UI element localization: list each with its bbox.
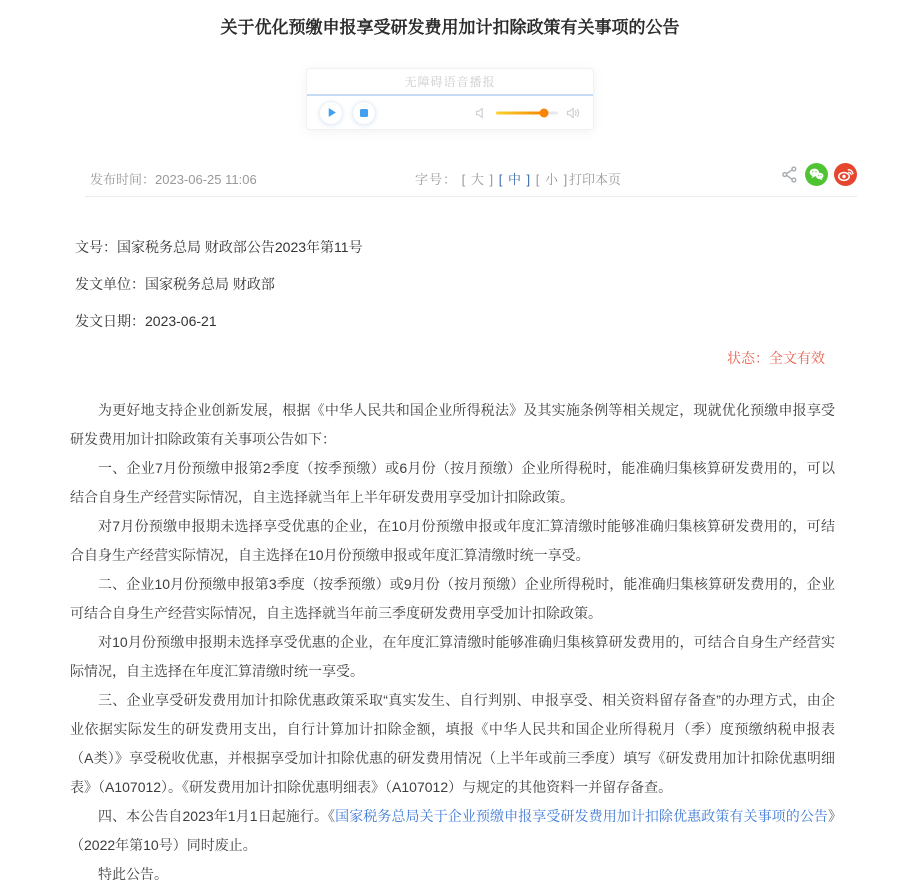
font-size-controls xyxy=(415,169,568,188)
play-button[interactable] xyxy=(319,101,343,125)
audio-player-title: 无障碍语音播报 xyxy=(404,75,496,89)
weibo-icon[interactable] xyxy=(834,163,857,186)
meta-bar xyxy=(85,163,857,197)
issue-date-line xyxy=(75,311,825,331)
volume-low-icon xyxy=(474,106,488,120)
paragraph-intro: 为更好地支持企业创新发展，根据《中华人民共和国企业所得税法》及其实施条例等相关规定，现就优化预缴申报享受研发费用加计扣除政策有关事项公告如下： xyxy=(70,402,835,447)
issuer-label: 发文单位： xyxy=(75,276,145,292)
stop-button[interactable] xyxy=(352,101,376,125)
status-label: 状态： xyxy=(727,350,769,366)
announcement-body xyxy=(70,396,835,889)
audio-player-controls xyxy=(307,96,593,129)
publish-time-label: 发布时间： xyxy=(90,172,156,187)
doc-info xyxy=(75,237,825,368)
repeal-text-before: 四、本公告自2023年1月1日起施行。《 xyxy=(98,808,336,824)
page-title: 关于优化预缴申报享受研发费用加计扣除政策有关事项的公告 xyxy=(220,18,680,37)
paragraph-item-4 xyxy=(70,802,835,860)
play-icon xyxy=(326,107,337,118)
doc-number-label: 文号： xyxy=(75,239,117,255)
share-icon[interactable] xyxy=(780,165,799,184)
wechat-icon[interactable] xyxy=(805,163,828,186)
volume-high-icon xyxy=(566,106,581,120)
share-buttons xyxy=(780,163,857,186)
paragraph-item-3: 三、企业享受研发费用加计扣除优惠政策采取“真实发生、自行判别、申报享受、相关资料留存备查”的办理方式，由企业依据实际发生的研发费用支出，自行计算加计扣除金额，填报《中华人民共和国企业所得税月（季）度预缴纳税申报表（A类）》享受税收优惠，并根据享受加计扣除优惠的研发费用情况（上半年或前三季度）填写《研发费用加计扣除优惠明细表》（A107012）。《研发费用加计扣除优惠明细表》（A107012）与规定的其他资料一并留存备查。 xyxy=(70,692,835,795)
paragraph-item-1: 一、企业7月份预缴申报第2季度（按季预缴）或6月份（按月预缴）企业所得税时，能准确归集核算研发费用的，可以结合自身生产经营实际情况，自主选择就当年上半年研发费用享受加计扣除政策。 xyxy=(70,460,835,505)
issue-date-label: 发文日期： xyxy=(75,313,145,329)
issuer-value: 国家税务总局 财政部 xyxy=(145,276,275,292)
font-size-label: 字号： xyxy=(415,172,458,187)
status-badge xyxy=(75,348,825,368)
paragraph-item-1-sub: 对7月份预缴申报期未选择享受优惠的企业，在10月份预缴申报或年度汇算清缴时能够准确归集核算研发费用的，可结合自身生产经营实际情况，自主选择在10月份预缴申报或年度汇算清缴时统一享受。 xyxy=(70,518,835,563)
stop-icon xyxy=(359,108,369,118)
publish-time xyxy=(90,169,257,188)
issuer-line xyxy=(75,274,825,294)
audio-player xyxy=(306,68,594,130)
repealed-announcement-link[interactable]: 国家税务总局关于企业预缴申报享受研发费用加计扣除优惠政策有关事项的公告 xyxy=(335,808,829,824)
font-size-small[interactable]: [ 小 ] xyxy=(535,172,569,187)
issue-date-value: 2023-06-21 xyxy=(145,313,217,329)
audio-player-header xyxy=(307,69,593,94)
doc-number-line xyxy=(75,237,825,257)
volume-slider[interactable] xyxy=(496,107,558,118)
volume-handle[interactable] xyxy=(540,108,549,117)
closing-line: 特此公告。 xyxy=(98,866,168,882)
volume-fill xyxy=(496,111,544,114)
font-size-large[interactable]: [ 大 ] xyxy=(461,172,495,187)
repeal-text-after: 》（2022年第10号）同时废止。 xyxy=(70,808,836,853)
status-value: 全文有效 xyxy=(769,350,825,366)
font-size-medium[interactable]: [ 中 ] xyxy=(498,172,532,187)
paragraph-item-2-sub: 对10月份预缴申报期未选择享受优惠的企业，在年度汇算清缴时能够准确归集核算研发费用的，可结合自身生产经营实际情况，自主选择在年度汇算清缴时统一享受。 xyxy=(70,634,835,679)
publish-time-value: 2023-06-25 11:06 xyxy=(155,172,257,187)
volume-controls xyxy=(474,106,581,120)
paragraph-item-2: 二、企业10月份预缴申报第3季度（按季预缴）或9月份（按月预缴）企业所得税时，能准确归集核算研发费用的，企业可结合自身生产经营实际情况，自主选择就当年前三季度研发费用享受加计扣除政策。 xyxy=(70,576,835,621)
print-button[interactable]: 打印本页 xyxy=(569,172,622,187)
doc-number-value: 国家税务总局 财政部公告2023年第11号 xyxy=(117,239,363,255)
